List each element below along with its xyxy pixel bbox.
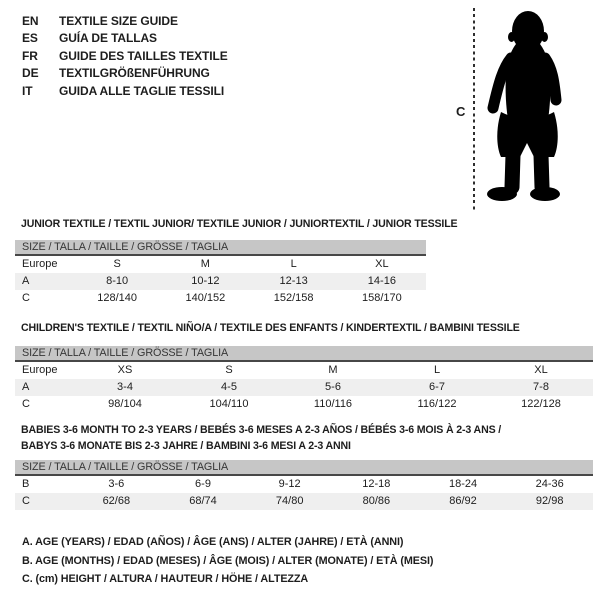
value-cell: 62/68 xyxy=(102,495,131,507)
value-cell: 6-7 xyxy=(429,381,445,393)
value-cell: S xyxy=(113,258,121,270)
table-row xyxy=(15,290,426,307)
value-cell: 86/92 xyxy=(449,495,477,507)
value-cell: 24-36 xyxy=(535,478,564,490)
value-cell: 3-6 xyxy=(108,478,125,490)
footnote-a: A. AGE (YEARS) / EDAD (AÑOS) / ÂGE (ANS) / ALTER (JAHRE) / ETÀ (ANNI) xyxy=(22,536,404,548)
language-row xyxy=(22,48,228,65)
value-cell: 104/110 xyxy=(209,398,249,410)
size-header-bar: SIZE / TALLA / TAILLE / GRÖSSE / TAGLIA xyxy=(15,346,593,362)
table-row xyxy=(15,493,593,510)
row-label-cell: Europe xyxy=(22,258,58,270)
table-row xyxy=(15,273,426,290)
junior-size-table xyxy=(15,240,426,307)
footnote-c: C. (cm) HEIGHT / ALTURA / HAUTEUR / HÖHE / ALTEZZA xyxy=(22,573,309,586)
value-cell: 68/74 xyxy=(189,495,217,507)
table-row xyxy=(15,379,593,396)
size-header-bar: SIZE / TALLA / TAILLE / GRÖSSE / TAGLIA xyxy=(15,240,426,256)
value-cell: 128/140 xyxy=(97,292,137,304)
section-title-babies xyxy=(21,423,501,454)
value-cell: 98/104 xyxy=(108,398,142,410)
value-cell: 80/86 xyxy=(362,495,391,507)
value-cell: 10-12 xyxy=(191,275,220,287)
table-row xyxy=(15,256,426,273)
value-cell: 110/116 xyxy=(313,398,353,410)
table-row xyxy=(15,396,593,413)
row-label-cell: A xyxy=(22,275,30,287)
language-row xyxy=(22,30,228,47)
footnotes xyxy=(22,533,433,589)
language-title: GUIDA ALLE TAGLIE TESSILI xyxy=(59,83,225,98)
height-marker-label: C xyxy=(456,104,466,119)
language-code: DE xyxy=(22,66,39,81)
language-code: FR xyxy=(22,48,38,63)
value-cell: XS xyxy=(117,364,133,376)
row-label-cell: Europe xyxy=(22,364,58,376)
language-row xyxy=(22,65,228,82)
value-cell: 8-10 xyxy=(106,275,129,287)
footnote-b: B. AGE (MONTHS) / EDAD (MESES) / ÂGE (MOIS) / ALTER (MONATE) / ETÀ (MESI) xyxy=(22,554,434,567)
value-cell: 6-9 xyxy=(195,478,211,490)
babies-size-table xyxy=(15,460,593,510)
value-cell: 7-8 xyxy=(533,381,549,393)
value-cell: 12-13 xyxy=(279,275,308,287)
value-cell: 9-12 xyxy=(278,478,301,490)
language-title: GUÍA DE TALLAS xyxy=(59,31,157,46)
row-label-cell: B xyxy=(22,478,30,490)
row-label-cell: C xyxy=(22,495,30,507)
language-code: ES xyxy=(22,31,38,46)
value-cell: 14-16 xyxy=(367,275,396,287)
value-cell: XL xyxy=(375,258,389,270)
value-cell: 74/80 xyxy=(275,495,304,507)
language-row xyxy=(22,83,228,100)
section-title-children: CHILDREN'S TEXTILE / TEXTIL NIÑO/A / TEXTILE DES ENFANTS / KINDERTEXTIL / BAMBINI TESSILE xyxy=(21,322,520,334)
language-title: TEXTILE SIZE GUIDE xyxy=(59,14,178,28)
table-row xyxy=(15,476,593,493)
value-cell: XL xyxy=(534,364,548,376)
language-code: IT xyxy=(22,83,33,98)
language-title-list xyxy=(22,13,228,100)
value-cell: 18-24 xyxy=(448,478,478,490)
row-label-cell: C xyxy=(22,292,30,304)
row-label-cell: C xyxy=(22,398,30,410)
value-cell: 158/170 xyxy=(361,292,402,304)
section-title-junior: JUNIOR TEXTILE / TEXTIL JUNIOR/ TEXTILE JUNIOR / JUNIORTEXTIL / JUNIOR TESSILE xyxy=(21,218,458,230)
language-row xyxy=(22,13,228,30)
children-size-table xyxy=(15,346,593,413)
value-cell: L xyxy=(290,258,297,270)
value-cell: 3-4 xyxy=(117,381,133,393)
value-cell: 4-5 xyxy=(221,381,237,393)
value-cell: 92/98 xyxy=(535,495,564,507)
value-cell: M xyxy=(328,364,338,376)
value-cell: 116/122 xyxy=(417,398,457,410)
height-dashed-line xyxy=(473,8,475,211)
row-label-cell: A xyxy=(22,381,30,393)
table-row xyxy=(15,362,593,379)
language-title: TEXTILGRÖßENFÜHRUNG xyxy=(59,66,210,81)
section-title-line: BABIES 3-6 MONTH TO 2-3 YEARS / BEBÉS 3-6 MESES A 2-3 AÑOS / BÉBÉS 3-6 MOIS À 2-3 ANS / xyxy=(21,424,502,436)
value-cell: 5-6 xyxy=(325,381,341,393)
language-title: GUIDE DES TAILLES TEXTILE xyxy=(59,48,228,63)
size-header-bar: SIZE / TALLA / TAILLE / GRÖSSE / TAGLIA xyxy=(15,460,593,476)
baby-silhouette-icon xyxy=(482,10,564,203)
language-code: EN xyxy=(22,14,39,28)
value-cell: 12-18 xyxy=(362,478,391,490)
section-title-line: BABYS 3-6 MONATE BIS 2-3 JAHRE / BAMBINI 3-6 MESI A 2-3 ANNI xyxy=(21,439,351,452)
value-cell: M xyxy=(200,258,210,270)
value-cell: 140/152 xyxy=(185,292,226,304)
value-cell: 152/158 xyxy=(273,292,314,304)
value-cell: S xyxy=(225,364,233,376)
value-cell: L xyxy=(433,364,441,376)
value-cell: 122/128 xyxy=(521,398,561,410)
